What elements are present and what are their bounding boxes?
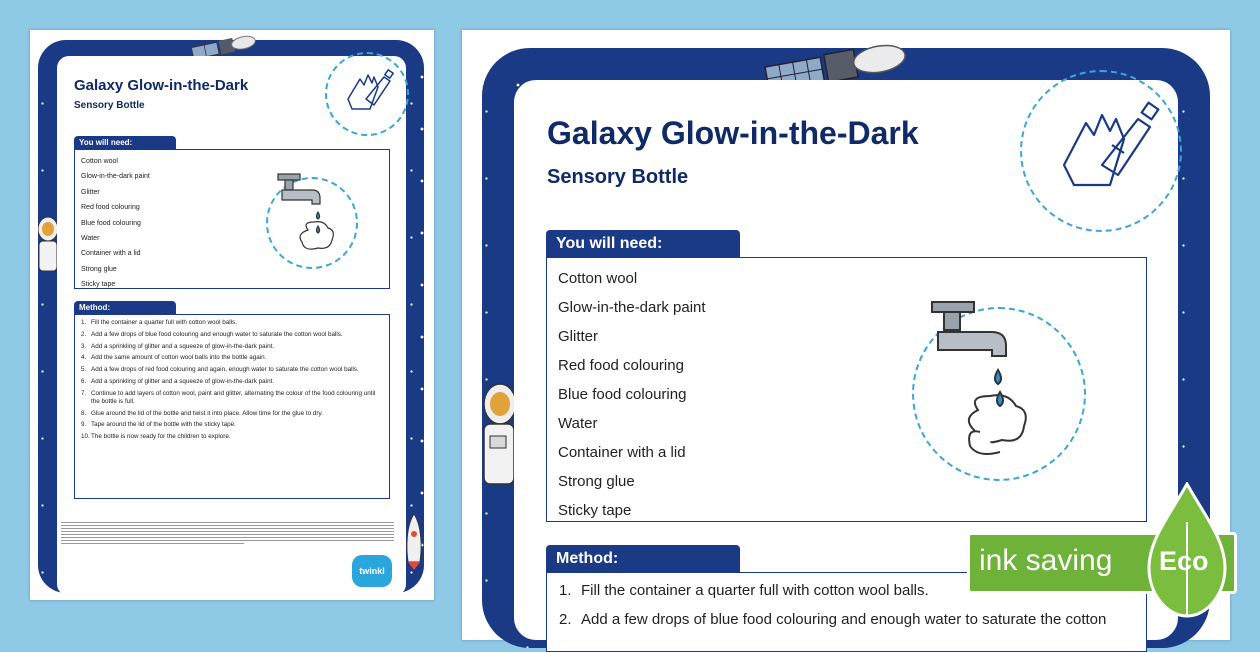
astronaut-icon — [482, 380, 516, 492]
step-text: Add a sprinkling of glitter and a squeeze of glow-in-the-dark paint. — [91, 377, 275, 385]
step-number: 2. — [559, 611, 572, 628]
step-text: Add a few drops of blue food colouring and enough water to saturate the cotton — [581, 611, 1107, 628]
step-number: 4. — [81, 354, 87, 362]
left-needs-item: Glow-in-the-dark paint — [81, 173, 150, 181]
step-number: 8. — [81, 409, 87, 417]
left-method-step — [81, 433, 383, 441]
right-method-heading: Method: — [546, 545, 740, 573]
right-needs-item: Glow-in-the-dark paint — [558, 299, 706, 316]
left-method-step — [81, 421, 383, 429]
step-text: Fill the container a quarter full with cotton wool balls. — [581, 582, 929, 599]
step-number: 5. — [81, 366, 87, 374]
left-method-step — [81, 366, 383, 374]
tap-water-icon — [928, 298, 1078, 466]
step-number: 2. — [81, 330, 87, 338]
step-number: 10. — [81, 433, 90, 441]
step-number: 1. — [81, 319, 87, 326]
disclaimer-line — [61, 528, 394, 529]
left-disclaimer-text — [61, 520, 394, 546]
left-needs-item: Container with a lid — [81, 250, 141, 258]
left-method-step — [81, 319, 383, 327]
left-needs-item: Glitter — [81, 188, 100, 196]
left-method-step — [81, 378, 383, 386]
right-needs-item: Cotton wool — [558, 270, 638, 287]
left-method-step — [81, 343, 383, 351]
twinkl-logo: twinkl — [352, 555, 392, 587]
left-needs-item: Water — [81, 235, 100, 243]
step-number: 1. — [559, 582, 572, 599]
eco-badge-text: ink saving — [979, 544, 1113, 577]
right-needs-item: Container with a lid — [558, 444, 686, 461]
left-method-step — [81, 390, 383, 406]
right-page-title: Galaxy Glow-in-the-Dark — [547, 115, 919, 151]
right-page-subtitle: Sensory Bottle — [547, 166, 689, 188]
disclaimer-line — [61, 540, 394, 541]
step-number: 3. — [81, 342, 87, 350]
right-needs-item: Red food colouring — [558, 357, 684, 374]
left-method-heading: Method: — [74, 301, 176, 314]
step-text: Fill the container a quarter full with cotton wool balls. — [91, 319, 237, 326]
disclaimer-line — [61, 534, 394, 535]
hand-bottle-icon — [1050, 95, 1164, 195]
hand-bottle-icon — [340, 65, 396, 115]
left-needs-item: Strong glue — [81, 265, 117, 273]
left-method-step — [81, 354, 383, 362]
left-needs-item: Blue food colouring — [81, 219, 141, 227]
step-text: Add the same amount of cotton wool balls into the bottle again. — [91, 354, 267, 362]
step-text: Add a sprinkling of glitter and a squeeze of glow-in-the-dark paint. — [91, 342, 275, 350]
left-needs-item: Sticky tape — [81, 281, 116, 289]
step-text: The bottle is now ready for the children to explore. — [91, 433, 231, 441]
left-needs-heading: You will need: — [74, 136, 176, 149]
left-method-step — [81, 331, 383, 339]
astronaut-icon — [38, 215, 58, 273]
step-text: Add a few drops of blue food colouring and enough water to saturate the cotton wool balls. — [91, 330, 343, 338]
left-page-subtitle: Sensory Bottle — [74, 100, 145, 111]
left-needs-item: Cotton wool — [81, 158, 118, 165]
left-method-step — [81, 410, 383, 418]
step-number: 6. — [81, 377, 87, 385]
right-needs-item: Water — [558, 415, 598, 432]
step-text: Add a few drops of red food colouring and again, enough water to saturate the cotton wool balls. — [91, 366, 359, 374]
tap-water-icon — [272, 170, 356, 262]
step-number: 9. — [81, 421, 87, 429]
right-needs-item: Blue food colouring — [558, 386, 687, 403]
step-number: 7. — [81, 389, 87, 397]
step-text: Tape around the lid of the bottle with the sticky tape. — [91, 421, 236, 429]
left-needs-item: Red food colouring — [81, 204, 140, 212]
left-method-box — [74, 314, 390, 499]
disclaimer-line — [61, 543, 244, 544]
right-needs-item: Strong glue — [558, 473, 635, 490]
right-needs-heading: You will need: — [546, 230, 740, 258]
disclaimer-line — [61, 537, 394, 538]
step-text: Continue to add layers of cotton wool, paint and glitter, alternating the colour of the food colouring until the bottle is full. — [91, 389, 376, 405]
disclaimer-line — [61, 522, 394, 523]
rocket-icon — [404, 512, 424, 572]
left-page-title: Galaxy Glow-in-the-Dark — [74, 77, 249, 94]
right-method-step — [559, 611, 1136, 629]
left-method-list — [75, 315, 389, 441]
disclaimer-line — [61, 525, 394, 526]
eco-badge-label: Eco — [1159, 546, 1209, 576]
step-text: Glue around the lid of the bottle and twist it into place. Allow time for the glue to dry. — [91, 409, 323, 417]
right-needs-item: Sticky tape — [558, 502, 632, 519]
disclaimer-line — [61, 531, 394, 532]
right-needs-item: Glitter — [558, 328, 599, 345]
